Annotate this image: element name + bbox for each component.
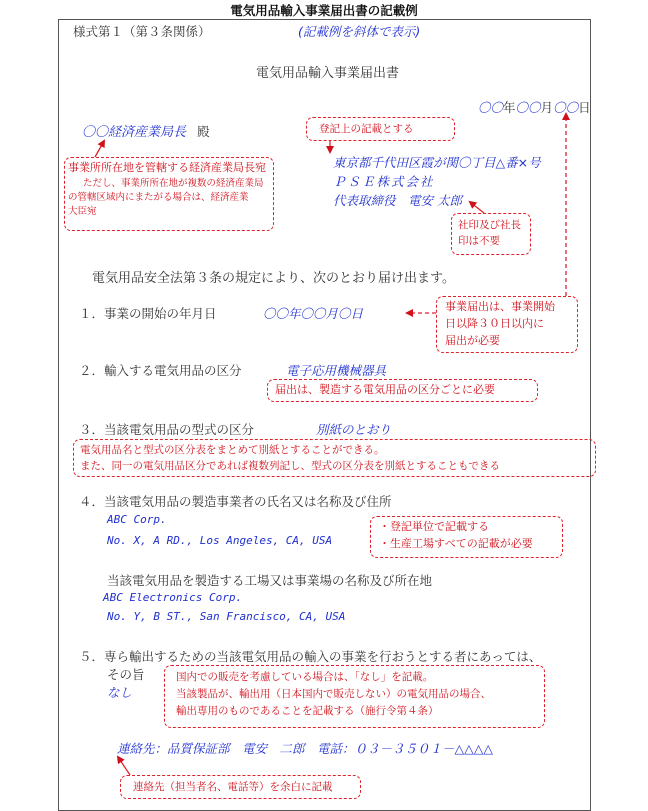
arrow-addressee bbox=[95, 141, 104, 157]
addressee: 〇〇経済産業局長 殿 bbox=[82, 124, 210, 140]
maker-name: ABC Corp. bbox=[107, 513, 167, 526]
item-5-value: なし bbox=[107, 685, 133, 700]
example-note: (記載例を斜体で表示) bbox=[298, 24, 421, 39]
item-5-label: ５．専ら輸出するための当該電気用品の輸入の事業を行おうとする者にあっては、 bbox=[79, 649, 542, 664]
factory-label: 当該電気用品を製造する工場又は事業場の名称及び所在地 bbox=[107, 573, 433, 588]
applicant-company: ＰＳＥ株式会社 bbox=[333, 174, 435, 189]
start-note-box: 事業届出は、事業開始 日以降３０日以内に 届出が必要 bbox=[436, 296, 578, 353]
seal-note-box: 社印及び社長 印は不要 bbox=[451, 213, 531, 255]
factory-address: No. Y, B ST., San Francisco, CA, USA bbox=[107, 610, 346, 623]
maker-note-box: ・登記単位で記載する ・生産工場すべての記載が必要 bbox=[370, 516, 563, 558]
item-1-label: １．事業の開始の年月日 bbox=[79, 306, 217, 321]
export-note-box: 国内での販売を考慮している場合は、「なし」を記載。 当該製品が、輸出用（日本国内で販売しない）の電気用品の場合、 輸出専用のものであることを記載する（施行令第４条） bbox=[164, 665, 545, 728]
item-4-label: ４．当該電気用品の製造事業者の氏名又は名称及び住所 bbox=[79, 494, 392, 509]
model-note-box: 電気用品名と型式の区分表をまとめて別紙とすることができる。 また、同一の電気用品区分であれば複数列記し、型式の区分表を別紙とすることもできる bbox=[73, 439, 596, 477]
applicant-representative: 代表取締役 電安 太郎 bbox=[333, 193, 462, 208]
category-note-box: 届出は、製造する電気用品の区分ごとに必要 bbox=[267, 379, 538, 402]
arrow-seal bbox=[470, 202, 484, 213]
contact-line: 連絡先：品質保証部 電安 二郎 電話：０３－３５０１－△△△△ bbox=[117, 741, 493, 756]
item-2-label: ２．輸入する電気用品の区分 bbox=[79, 363, 242, 378]
item-3-label: ３．当該電気用品の型式の区分 bbox=[79, 422, 255, 437]
item-3-value: 別紙のとおり bbox=[316, 422, 392, 437]
applicant-address: 東京都千代田区霞が関〇丁目△番×号 bbox=[333, 155, 541, 170]
intro-text: 電気用品安全法第３条の規定により、次のとおり届け出ます。 bbox=[92, 271, 455, 286]
item-5-label-2: その旨 bbox=[107, 667, 145, 682]
item-1-value: 〇〇年〇〇月〇日 bbox=[263, 306, 364, 321]
document-title: 電気用品輸入事業届出書の記載例 bbox=[230, 3, 418, 18]
form-heading: 電気用品輸入事業届出書 bbox=[256, 66, 400, 81]
addressee-note-box: 事業所所在地を管轄する経済産業局長宛 ただし、事業所所在地が複数の経済産業局 の管轄区域内にまたがる場合は、経済産業 大臣宛 bbox=[64, 157, 274, 231]
date: 〇〇年〇〇月〇〇日 bbox=[478, 100, 591, 115]
contact-note-box: 連絡先（担当者名、電話等）を余白に記載 bbox=[120, 775, 361, 799]
form-label: 様式第１（第３条関係） bbox=[73, 24, 211, 39]
registry-note-box: 登記上の記載とする bbox=[306, 117, 455, 141]
factory-name: ABC Electronics Corp. bbox=[103, 591, 243, 604]
maker-address: No. X, A RD., Los Angeles, CA, USA bbox=[107, 534, 333, 547]
arrow-contact bbox=[118, 757, 130, 775]
item-2-value: 電子応用機械器具 bbox=[286, 363, 387, 378]
